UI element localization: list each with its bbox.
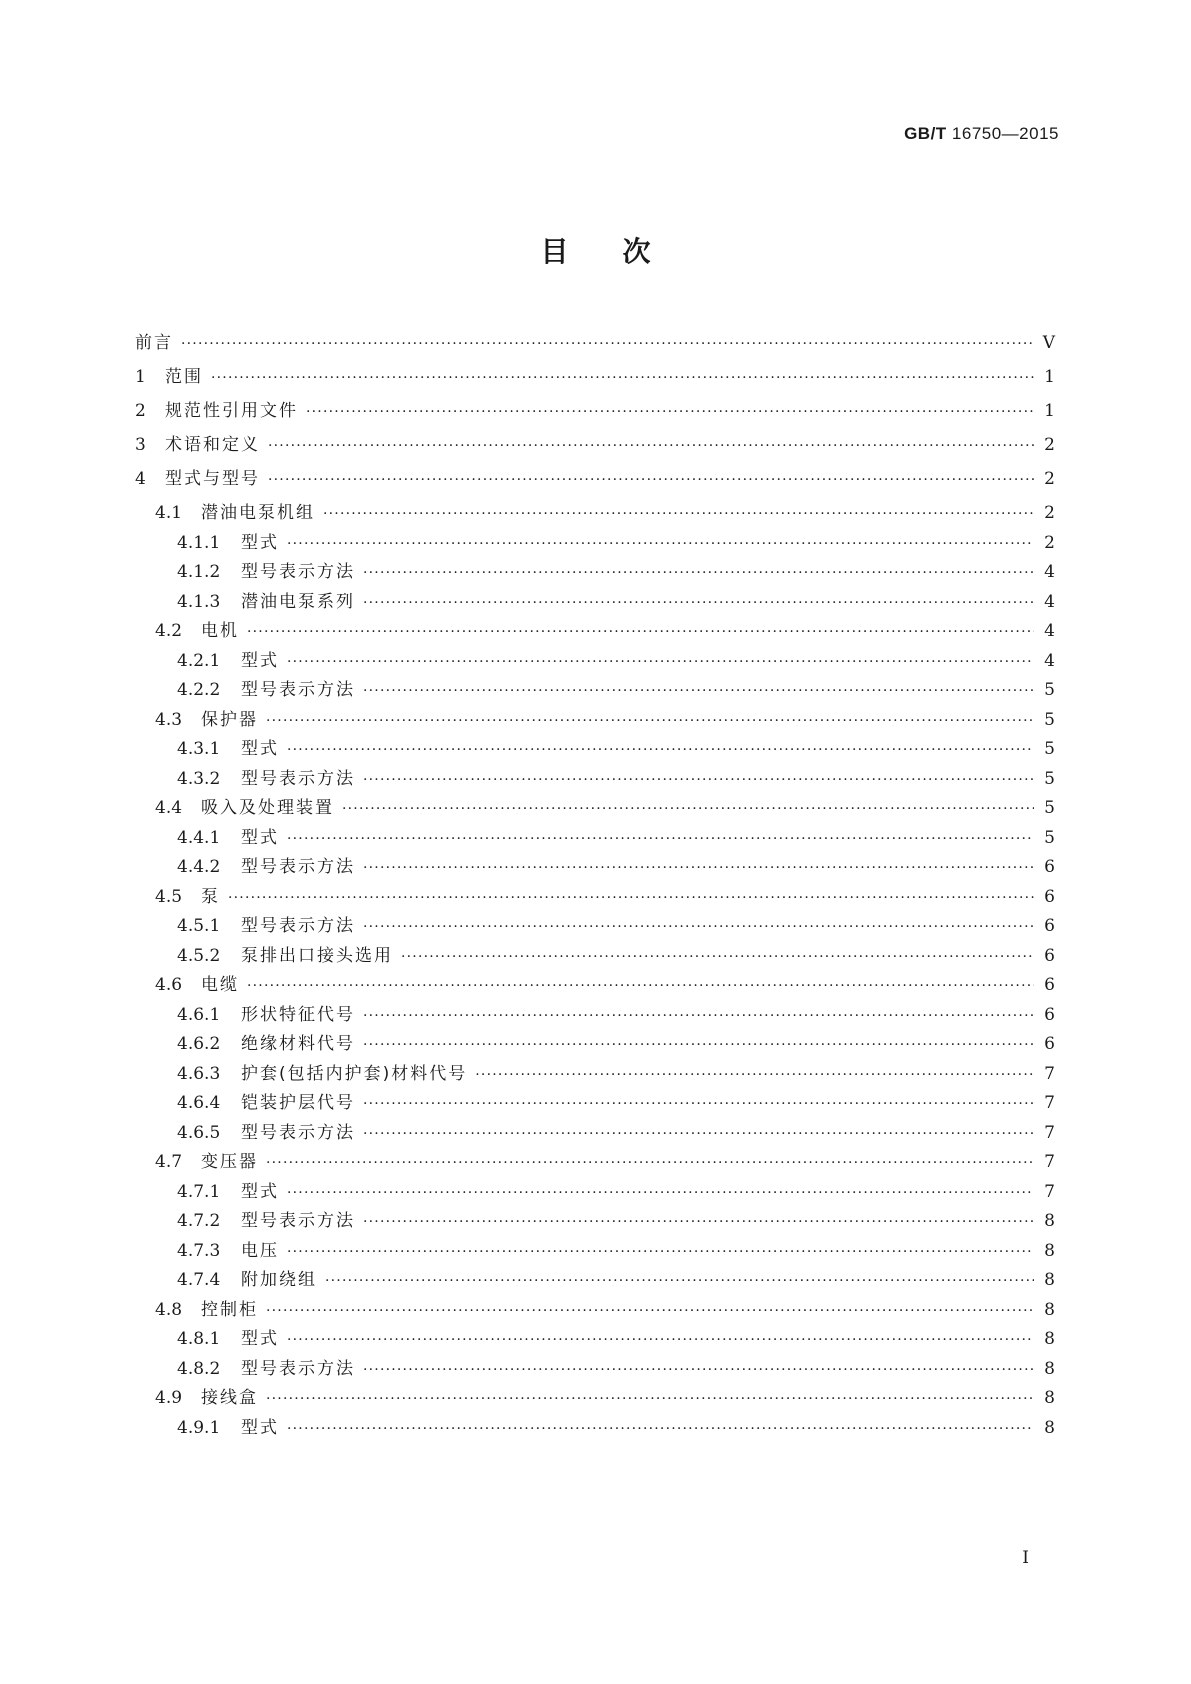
toc-entry-title: 型式 [241, 739, 279, 759]
toc-leader-dots [266, 1388, 1034, 1410]
toc-entry[interactable] [155, 1387, 1055, 1411]
toc-entry-number: 4.7.4 [177, 1270, 221, 1290]
toc-entry-title: 型号表示方法 [241, 857, 355, 877]
toc-entry[interactable] [177, 532, 1055, 556]
toc-entry-page: 2 [1044, 469, 1055, 489]
toc-entry-number: 4.2.2 [177, 680, 221, 700]
toc-entry[interactable] [177, 827, 1055, 851]
toc-entry[interactable] [177, 1269, 1055, 1293]
toc-entry-page: 6 [1044, 887, 1055, 907]
toc-entry[interactable] [155, 886, 1055, 910]
page-title-char-2: 次 [622, 235, 651, 268]
toc-leader-dots [181, 333, 1033, 355]
page-number: I [1022, 1548, 1029, 1568]
toc-entry-number: 1 [135, 367, 146, 387]
toc-leader-dots [363, 769, 1034, 791]
toc-entry-page: 5 [1044, 798, 1055, 818]
toc-entry[interactable] [177, 1092, 1055, 1116]
toc-entry[interactable] [177, 1210, 1055, 1234]
toc-entry[interactable] [135, 468, 1055, 492]
toc-entry-title: 型号表示方法 [241, 769, 355, 789]
toc-entry[interactable] [155, 1299, 1055, 1323]
toc-entry[interactable] [177, 679, 1055, 703]
toc-entry-page: 5 [1044, 739, 1055, 759]
toc-entry-page: 5 [1044, 710, 1055, 730]
toc-entry-title: 型号表示方法 [241, 916, 355, 936]
toc-entry-page: 6 [1044, 1034, 1055, 1054]
toc-entry-title: 电缆 [201, 975, 239, 995]
toc-entry-page: 2 [1044, 503, 1055, 523]
toc-leader-dots [268, 435, 1034, 457]
toc-entry-title: 型式与型号 [165, 469, 260, 489]
toc-entry-title: 前言 [135, 333, 173, 353]
toc-entry-number: 4.3.1 [177, 739, 221, 759]
toc-leader-dots [342, 798, 1034, 820]
toc-entry-number: 4.4 [155, 798, 183, 818]
standard-code-prefix: GB/T [904, 124, 947, 143]
toc-entry-number: 4.2 [155, 621, 183, 641]
toc-leader-dots [287, 651, 1034, 673]
toc-entry-number: 4.7.3 [177, 1241, 221, 1261]
toc-entry[interactable] [177, 738, 1055, 762]
toc-entry[interactable] [177, 1004, 1055, 1028]
toc-leader-dots [247, 975, 1034, 997]
standard-code-number: 16750—2015 [951, 124, 1059, 143]
page-title-char-1: 目 [540, 235, 569, 268]
toc-entry-title: 电机 [201, 621, 239, 641]
toc-entry-title: 护套(包括内护套)材料代号 [241, 1064, 468, 1084]
toc-entry-number: 4 [135, 469, 146, 489]
toc-entry-title: 绝缘材料代号 [241, 1034, 355, 1054]
toc-entry-number: 4.6.1 [177, 1005, 221, 1025]
toc-entry-title: 变压器 [201, 1152, 258, 1172]
toc-entry-page: 1 [1044, 367, 1055, 387]
toc-leader-dots [287, 739, 1034, 761]
toc-entry-page: 7 [1044, 1152, 1055, 1172]
toc-entry-page: 6 [1044, 916, 1055, 936]
toc-entry-number: 4.7.2 [177, 1211, 221, 1231]
toc-entry[interactable] [135, 434, 1055, 458]
toc-entry-page: 4 [1044, 621, 1055, 641]
toc-entry-title: 铠装护层代号 [241, 1093, 355, 1113]
toc-entry-number: 4.1.1 [177, 533, 221, 553]
toc-entry[interactable] [155, 709, 1055, 733]
toc-entry-page: 1 [1044, 401, 1055, 421]
toc-entry-page: 5 [1044, 680, 1055, 700]
toc-entry-number: 4.5.1 [177, 916, 221, 936]
toc-entry-title: 型号表示方法 [241, 680, 355, 700]
toc-entry[interactable] [177, 561, 1055, 585]
toc-entry[interactable] [177, 1063, 1055, 1087]
toc-entry-page: 6 [1044, 1005, 1055, 1025]
toc-entry-page: 8 [1044, 1270, 1055, 1290]
toc-entry[interactable] [177, 768, 1055, 792]
toc-entry-number: 4.7.1 [177, 1182, 221, 1202]
toc-leader-dots [363, 1034, 1034, 1056]
toc-entry-title: 型号表示方法 [241, 1359, 355, 1379]
toc-entry-number: 4.6.4 [177, 1093, 221, 1113]
toc-leader-dots [363, 1211, 1034, 1233]
toc-entry-title: 型式 [241, 1182, 279, 1202]
toc-entry-title: 泵 [201, 887, 220, 907]
toc-entry[interactable] [177, 945, 1055, 969]
toc-entry-page: 2 [1044, 435, 1055, 455]
toc-entry-title: 附加绕组 [241, 1270, 317, 1290]
toc-entry-page: 2 [1044, 533, 1055, 553]
toc-entry-page: 7 [1044, 1064, 1055, 1084]
toc-entry-title: 型式 [241, 533, 279, 553]
standard-code [904, 124, 1059, 144]
toc-entry-page: 4 [1044, 651, 1055, 671]
toc-entry-title: 形状特征代号 [241, 1005, 355, 1025]
toc-leader-dots [228, 887, 1034, 909]
toc-entry-number: 4.6.5 [177, 1123, 221, 1143]
toc-entry-title: 保护器 [201, 710, 258, 730]
toc-entry[interactable] [177, 591, 1055, 615]
toc-entry-page: 6 [1044, 946, 1055, 966]
toc-entry-title: 型号表示方法 [241, 1123, 355, 1143]
toc-entry[interactable] [135, 366, 1055, 390]
toc-entry-page: 8 [1044, 1300, 1055, 1320]
toc-entry[interactable] [177, 1033, 1055, 1057]
toc-entry-number: 4.5 [155, 887, 183, 907]
toc-entry-page: 5 [1044, 828, 1055, 848]
toc-entry-number: 4.3.2 [177, 769, 221, 789]
toc-entry-number: 4.2.1 [177, 651, 221, 671]
toc-leader-dots [323, 503, 1034, 525]
toc-entry[interactable] [177, 650, 1055, 674]
toc-entry-title: 型式 [241, 1329, 279, 1349]
toc-leader-dots [401, 946, 1034, 968]
toc-entry[interactable] [177, 1417, 1055, 1441]
toc-leader-dots [266, 1300, 1034, 1322]
toc-entry-number: 4.6 [155, 975, 183, 995]
toc-entry-page: 8 [1044, 1211, 1055, 1231]
toc-entry-number: 4.4.1 [177, 828, 221, 848]
toc-entry-number: 4.1.2 [177, 562, 221, 582]
toc-entry-page: 8 [1044, 1241, 1055, 1261]
toc-leader-dots [363, 916, 1034, 938]
toc-entry-number: 4.9 [155, 1388, 183, 1408]
toc-leader-dots [266, 1152, 1034, 1174]
toc-entry-number: 4.4.2 [177, 857, 221, 877]
toc-entry-title: 规范性引用文件 [165, 401, 298, 421]
toc-leader-dots [363, 562, 1034, 584]
toc-entry-title: 型号表示方法 [241, 562, 355, 582]
toc-entry[interactable] [135, 332, 1055, 356]
toc-leader-dots [363, 857, 1034, 879]
toc-entry-number: 4.8.2 [177, 1359, 221, 1379]
toc-entry-title: 型号表示方法 [241, 1211, 355, 1231]
toc-leader-dots [363, 680, 1034, 702]
toc-entry-number: 2 [135, 401, 146, 421]
toc-leader-dots [363, 1123, 1034, 1145]
toc-leader-dots [287, 828, 1034, 850]
toc-entry-page: 7 [1044, 1123, 1055, 1143]
toc-leader-dots [247, 621, 1034, 643]
toc-entry-number: 4.8.1 [177, 1329, 221, 1349]
toc-leader-dots [268, 469, 1034, 491]
toc-entry-page: 4 [1044, 562, 1055, 582]
toc-entry-page: 4 [1044, 592, 1055, 612]
toc-entry-title: 术语和定义 [165, 435, 260, 455]
toc-entry[interactable] [155, 620, 1055, 644]
toc-entry-number: 4.1 [155, 503, 183, 523]
toc-entry[interactable] [155, 797, 1055, 821]
toc-entry-page: 7 [1044, 1093, 1055, 1113]
toc-entry-number: 4.6.3 [177, 1064, 221, 1084]
toc-entry-number: 4.1.3 [177, 592, 221, 612]
toc-entry-title: 吸入及处理装置 [201, 798, 334, 818]
toc-entry-page: 8 [1044, 1388, 1055, 1408]
toc-entry-page: 6 [1044, 857, 1055, 877]
toc-entry-title: 泵排出口接头选用 [241, 946, 393, 966]
toc-leader-dots [287, 1329, 1034, 1351]
toc-leader-dots [287, 1182, 1034, 1204]
toc-leader-dots [287, 1418, 1034, 1440]
toc-entry-number: 4.5.2 [177, 946, 221, 966]
toc-leader-dots [363, 1005, 1034, 1027]
toc-entry-number: 3 [135, 435, 146, 455]
toc-entry-title: 型式 [241, 1418, 279, 1438]
toc-entry[interactable] [177, 1328, 1055, 1352]
toc-entry-title: 潜油电泵机组 [201, 503, 315, 523]
toc-entry[interactable] [177, 1240, 1055, 1264]
toc-entry-page: 5 [1044, 769, 1055, 789]
toc-leader-dots [287, 533, 1034, 555]
toc-entry-number: 4.3 [155, 710, 183, 730]
toc-entry[interactable] [155, 502, 1055, 526]
page-title [0, 230, 1191, 270]
toc-entry-title: 范围 [165, 367, 203, 387]
toc-leader-dots [266, 710, 1034, 732]
toc-entry-number: 4.7 [155, 1152, 183, 1172]
toc-entry-title: 接线盒 [201, 1388, 258, 1408]
toc-leader-dots [363, 1093, 1034, 1115]
toc-entry-number: 4.6.2 [177, 1034, 221, 1054]
toc-entry[interactable] [177, 1358, 1055, 1382]
toc-leader-dots [475, 1064, 1034, 1086]
toc-entry-page: 8 [1044, 1329, 1055, 1349]
toc-leader-dots [287, 1241, 1034, 1263]
toc-leader-dots [325, 1270, 1034, 1292]
toc-entry-title: 型式 [241, 828, 279, 848]
toc-entry-title: 型式 [241, 651, 279, 671]
toc-entry[interactable] [177, 1181, 1055, 1205]
toc-entry-page: 7 [1044, 1182, 1055, 1202]
toc-entry[interactable] [155, 1151, 1055, 1175]
toc-entry-title: 控制柜 [201, 1300, 258, 1320]
toc-entry[interactable] [177, 1122, 1055, 1146]
toc-entry[interactable] [135, 400, 1055, 424]
toc-entry-title: 潜油电泵系列 [241, 592, 355, 612]
toc-entry-page: V [1042, 333, 1055, 353]
toc-entry[interactable] [177, 915, 1055, 939]
toc-entry-page: 6 [1044, 975, 1055, 995]
toc-entry[interactable] [155, 974, 1055, 998]
toc-entry-number: 4.8 [155, 1300, 183, 1320]
toc-leader-dots [363, 1359, 1034, 1381]
toc-leader-dots [306, 401, 1034, 423]
toc-entry-page: 8 [1044, 1359, 1055, 1379]
toc-entry-page: 8 [1044, 1418, 1055, 1438]
toc-leader-dots [363, 592, 1034, 614]
toc-leader-dots [211, 367, 1034, 389]
toc-entry[interactable] [177, 856, 1055, 880]
toc-entry-number: 4.9.1 [177, 1418, 221, 1438]
toc-entry-title: 电压 [241, 1241, 279, 1261]
